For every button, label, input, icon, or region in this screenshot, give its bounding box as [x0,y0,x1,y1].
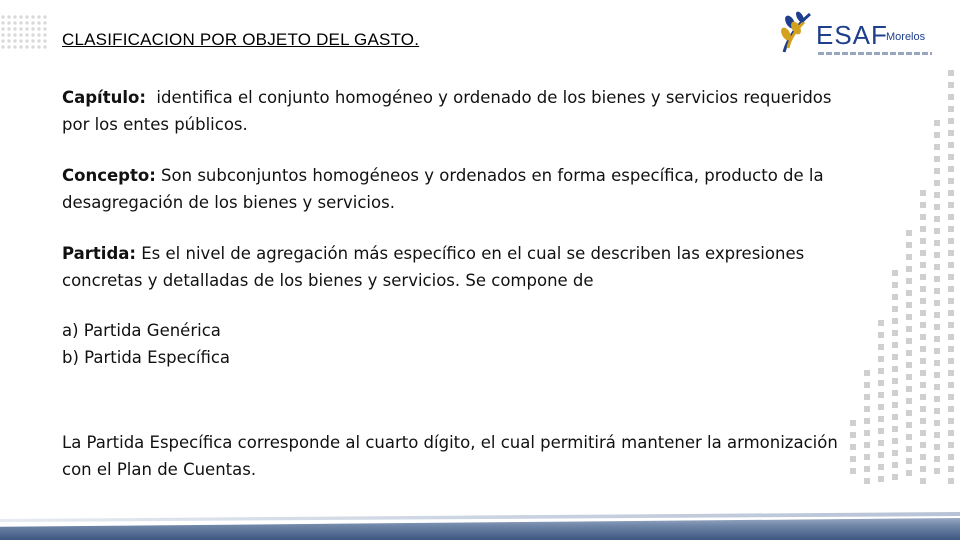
decorative-dot [864,430,870,436]
decorative-dot-column [934,120,942,480]
decorative-dot [948,322,954,328]
decorative-dot [920,370,926,376]
decorative-dot [934,252,940,258]
decorative-dot [906,470,912,476]
decorative-dot [878,392,884,398]
decorative-dot-column [906,230,914,482]
definition-partida: Es el nivel de agregación más específico en el cual se describen las expresiones concretas y detalladas de los bienes y servicios. Se compone de [62,244,810,290]
decorative-dot [934,228,940,234]
decorative-dot [878,332,884,338]
decorative-dot [878,452,884,458]
decorative-dot [920,406,926,412]
decorative-dot [906,326,912,332]
list-item-a: a) Partida Genérica [62,321,221,340]
decorative-dot [892,342,898,348]
decorative-dot [906,242,912,248]
decorative-dot [878,356,884,362]
decorative-dot [864,466,870,472]
decorative-dot [906,278,912,284]
decorative-dot [920,214,926,220]
decorative-dot [906,434,912,440]
decorative-dot [906,374,912,380]
decorative-dot-column [920,190,928,490]
decorative-dot [906,458,912,464]
decorative-dot [948,358,954,364]
term-concepto: Concepto: [62,166,156,185]
decorative-dot [878,404,884,410]
paragraph-concepto [62,162,862,216]
decorative-dot [934,156,940,162]
decorative-dot [864,394,870,400]
decorative-dot [906,314,912,320]
decorative-dot [948,346,954,352]
decorative-dot [906,386,912,392]
decorative-dot [948,394,954,400]
decorative-dot [948,142,954,148]
decorative-dot [920,442,926,448]
decorative-dot [934,288,940,294]
decorative-dot [892,402,898,408]
decorative-dot [906,338,912,344]
decorative-dot [878,464,884,470]
decorative-dot [948,406,954,412]
decorative-dot [892,390,898,396]
decorative-dot [906,290,912,296]
decorative-dot [892,270,898,276]
decorative-dot [920,226,926,232]
decorative-dot [878,320,884,326]
decorative-dot [878,476,884,482]
decorative-dot [948,370,954,376]
decorative-dot-column [892,270,900,486]
decorative-dot [934,276,940,282]
paragraph-closing: La Partida Específica corresponde al cuarto dígito, el cual permitirá mantener la armonización con el Plan de Cuentas. [62,433,838,479]
definition-concepto: Son subconjuntos homogéneos y ordenados en forma específica, producto de la desagregación de los bienes y servicios. [62,166,829,212]
decorative-dot [892,294,898,300]
decorative-dot [934,360,940,366]
decorative-dot [948,286,954,292]
decorative-dot [934,420,940,426]
decorative-dot [948,226,954,232]
decorative-dot [892,426,898,432]
decorative-dot [948,334,954,340]
decorative-dot [864,406,870,412]
decorative-dot [920,466,926,472]
decorative-dot [934,408,940,414]
decorative-dot [892,282,898,288]
definition-capitulo: identifica el conjunto homogéneo y ordenado de los bienes y servicios requeridos por los entes públicos. [62,88,837,134]
decorative-dot [934,384,940,390]
decorative-dot [948,298,954,304]
decorative-dot [878,440,884,446]
decorative-dot [934,312,940,318]
list-item-b: b) Partida Específica [62,348,231,367]
paragraph-partida [62,240,862,294]
decorative-dot [934,168,940,174]
decorative-dot [906,422,912,428]
decorative-dot [864,382,870,388]
decorative-dot [878,368,884,374]
decorative-dot [920,322,926,328]
term-partida: Partida: [62,244,137,263]
decorative-dot [892,330,898,336]
decorative-dot [892,462,898,468]
decorative-dot [906,398,912,404]
decorative-dot [934,204,940,210]
decorative-dot [948,94,954,100]
paragraph-capitulo [62,84,862,138]
decorative-dot [948,250,954,256]
decorative-dot [892,450,898,456]
wheat-emblem-icon [778,8,818,56]
slide-body [62,84,862,483]
decorative-dot [906,446,912,452]
decorative-dot [920,346,926,352]
decorative-dot [892,474,898,480]
decorative-dot [864,442,870,448]
decorative-dot [934,468,940,474]
decorative-dot [920,394,926,400]
decorative-dot [920,418,926,424]
decorative-dot [948,454,954,460]
decorative-dot [948,154,954,160]
decorative-dot [920,310,926,316]
decorative-dot [920,262,926,268]
decorative-dot [892,366,898,372]
decorative-dot [948,82,954,88]
logo-wordmark: ESAF [816,20,888,50]
decorative-dot-column [864,370,872,490]
decorative-dot [934,324,940,330]
decorative-dot [948,166,954,172]
decorative-dot [948,238,954,244]
decorative-dot-grid [0,14,48,50]
decorative-dot [934,180,940,186]
decorative-dot [934,372,940,378]
decorative-dot [948,262,954,268]
decorative-dot [892,438,898,444]
decorative-dot [878,416,884,422]
decorative-dot [864,418,870,424]
term-capitulo: Capítulo: [62,88,146,107]
decorative-dot [906,350,912,356]
logo-tagline-fine-print [818,52,932,55]
decorative-dot [934,120,940,126]
decorative-dot [948,382,954,388]
decorative-dot-column [878,320,886,488]
decorative-dot [864,370,870,376]
decorative-dot [948,478,954,484]
decorative-dot [934,336,940,342]
decorative-dot [948,442,954,448]
decorative-dot [906,410,912,416]
decorative-dot [892,378,898,384]
decorative-dot [892,354,898,360]
decorative-dot [920,358,926,364]
decorative-dot [948,430,954,436]
page-title: CLASIFICACION POR OBJETO DEL GASTO. [62,30,420,49]
decorative-dot [948,70,954,76]
decorative-dot [934,348,940,354]
decorative-dot [906,266,912,272]
decorative-dot [906,362,912,368]
decorative-dot [920,238,926,244]
decorative-dot [934,216,940,222]
decorative-dot [934,240,940,246]
decorative-dot [906,254,912,260]
decorative-dot [920,298,926,304]
decorative-dot [948,178,954,184]
decorative-dot [920,382,926,388]
decorative-dot [948,130,954,136]
decorative-dot [934,456,940,462]
decorative-dot [934,144,940,150]
decorative-dot [934,264,940,270]
decorative-dot [864,454,870,460]
decorative-dot [864,478,870,484]
decorative-dot [948,118,954,124]
decorative-dot [934,300,940,306]
decorative-dot [948,190,954,196]
decorative-dot [948,106,954,112]
decorative-dot [948,418,954,424]
decorative-dot [892,306,898,312]
decorative-dot [920,430,926,436]
decorative-dot [948,214,954,220]
decorative-dot [920,274,926,280]
decorative-dot [906,302,912,308]
decorative-dot [878,380,884,386]
decorative-dot [892,318,898,324]
decorative-dot [948,274,954,280]
decorative-dot [948,202,954,208]
decorative-dot [934,192,940,198]
decorative-dot [934,132,940,138]
decorative-dot [934,396,940,402]
decorative-dot-column [948,70,956,490]
decorative-dot [920,250,926,256]
decorative-dot [920,454,926,460]
decorative-dot [948,466,954,472]
decorative-dot [878,428,884,434]
decorative-dot [878,344,884,350]
decorative-dot [920,334,926,340]
decorative-dot [934,444,940,450]
decorative-dot [920,478,926,484]
decorative-dot [892,414,898,420]
decorative-dot [920,190,926,196]
logo-subtitle: Morelos [886,31,926,43]
esaf-logo [778,8,938,56]
decorative-dot [920,286,926,292]
decorative-dot [920,202,926,208]
decorative-dot [906,230,912,236]
decorative-dot [948,310,954,316]
decorative-dot [934,432,940,438]
footer-band [0,518,960,540]
